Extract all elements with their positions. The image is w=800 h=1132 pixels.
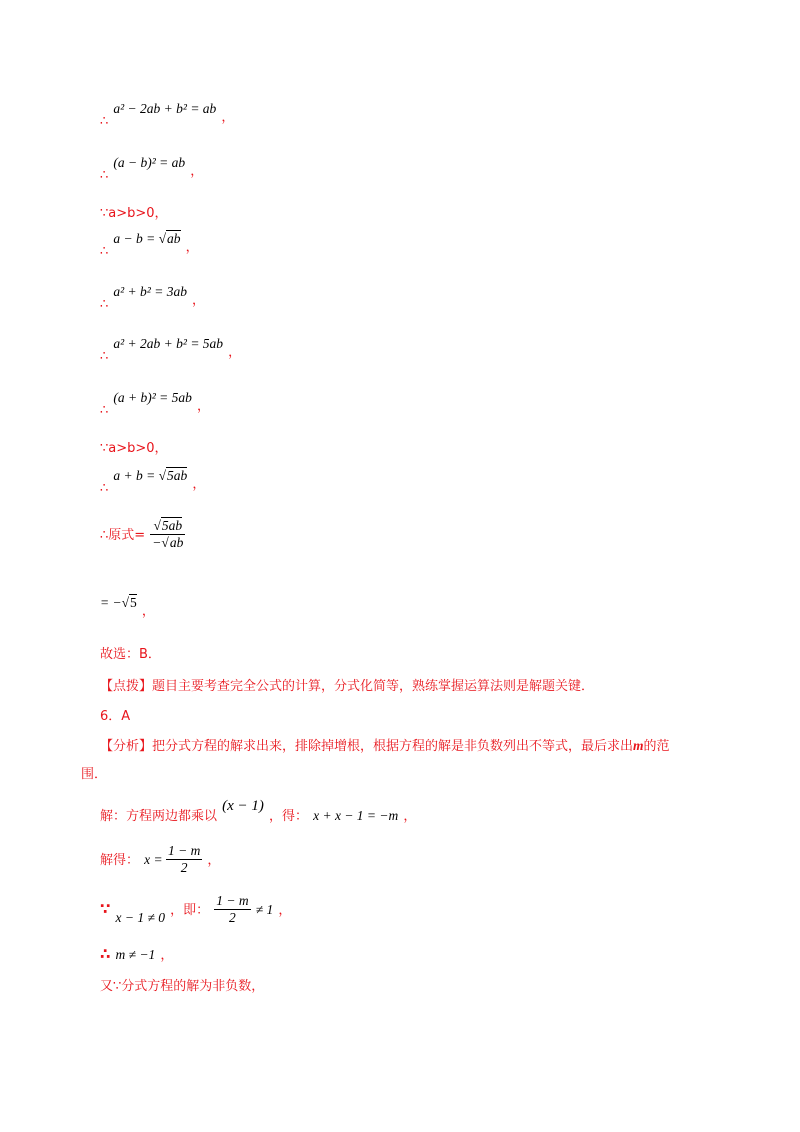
equation: a² + 2ab + b² = 5ab — [113, 336, 224, 351]
therefore-symbol: ∴ — [100, 297, 109, 312]
solution-line — [100, 944, 173, 963]
inequality-right: ≠ 1 — [255, 902, 274, 917]
because-symbol: ∵ — [100, 900, 111, 918]
step-line — [100, 228, 199, 259]
equation-left: a − b = — [113, 231, 159, 246]
step-line — [100, 333, 242, 364]
solution-line: 又∵分式方程的解为非负数， — [100, 979, 265, 994]
punctuation: ， — [190, 164, 204, 179]
fraction-numerator: 1 − m — [216, 893, 249, 908]
therefore-symbol: ∴ — [100, 114, 109, 129]
fraction-denominator: 2 — [180, 860, 188, 875]
solution-line — [100, 795, 417, 824]
punctuation: ， — [141, 604, 155, 619]
equation: a + b = √5ab — [113, 468, 188, 483]
equation: a − b = √ab — [113, 231, 181, 246]
answer-choice: 故选：B． — [100, 647, 161, 662]
solution-line — [100, 893, 291, 926]
analysis-line-continued: 围． — [81, 767, 108, 782]
fraction-numerator: √5ab — [150, 518, 185, 535]
condition-line: ∵a>b>0， — [100, 441, 168, 456]
punctuation: ， — [207, 853, 221, 868]
punctuation: ， — [196, 399, 210, 414]
step-line — [100, 465, 206, 496]
equation: (a + b)² = 5ab — [113, 390, 192, 405]
punctuation: ， — [160, 948, 174, 963]
solution-text: 解：方程两边都乘以 — [100, 809, 218, 824]
remark-line: 【点拨】题目主要考查完全公式的计算，分式化简等，熟练掌握运算法则是解题关键． — [100, 679, 595, 694]
equation: a² + b² = 3ab — [113, 284, 187, 299]
punctuation: ， — [403, 809, 417, 824]
therefore-symbol: ∴ — [100, 403, 109, 418]
therefore-symbol: ∴ — [100, 481, 109, 496]
therefore-symbol: ∴ — [100, 168, 109, 183]
fraction-denominator: −√ab — [152, 535, 184, 550]
analysis-line — [100, 735, 670, 754]
condition-line: ∵a>b>0， — [100, 206, 168, 221]
radicand: ab — [169, 535, 184, 550]
radicand: ab — [167, 231, 181, 246]
equation: x + x − 1 = −m — [313, 808, 399, 823]
step-line — [100, 518, 185, 551]
solution-text: 解得： — [100, 853, 140, 868]
therefore-symbol: ∴ — [100, 349, 109, 364]
step-line — [100, 98, 235, 129]
equation-left: = − — [100, 595, 122, 610]
punctuation: ， — [228, 345, 242, 360]
equation: a² − 2ab + b² = ab — [113, 101, 217, 116]
punctuation: ， — [221, 110, 235, 125]
equation-left: x = — [144, 852, 166, 867]
therefore-symbol: ∴ — [100, 244, 109, 259]
fraction — [150, 518, 185, 551]
equation: (a − b)² = ab — [113, 155, 186, 170]
analysis-text: 【分析】把分式方程的解求出来，排除掉增根，根据方程的解是非负数列出不等式，最后求出 — [100, 739, 634, 754]
condition-expression: x − 1 ≠ 0 — [115, 910, 166, 925]
punctuation: ， — [278, 903, 292, 918]
analysis-text-end: 的范 — [643, 739, 670, 754]
equation-left: a + b = — [113, 468, 159, 483]
punctuation: ， — [192, 477, 206, 492]
step-line — [100, 152, 204, 183]
fraction — [214, 893, 250, 926]
radicand: 5ab — [167, 468, 188, 483]
step-line — [100, 281, 206, 312]
therefore-symbol: ∴ — [100, 945, 111, 963]
result-prefix: ∴原式= — [100, 528, 146, 543]
fraction-denominator: 2 — [229, 910, 236, 925]
step-line — [100, 387, 210, 418]
solution-text: ，即： — [170, 903, 210, 918]
step-line — [100, 592, 155, 619]
fraction-numerator: 1 − m — [167, 843, 201, 858]
solution-line — [100, 843, 220, 876]
variable-m: m — [633, 738, 644, 753]
question-answer-header: 6．A — [100, 709, 131, 724]
equation: = −√5 — [100, 595, 137, 610]
fraction — [166, 843, 202, 876]
radicand: 5ab — [161, 518, 183, 533]
solution-text: ，得： — [268, 809, 308, 824]
radicand: 5 — [130, 595, 137, 610]
multiplier-expression: (x − 1) — [222, 798, 264, 814]
equation: m ≠ −1 — [115, 947, 156, 962]
punctuation: ， — [185, 240, 199, 255]
punctuation: ， — [192, 293, 206, 308]
minus-sign: − — [152, 535, 162, 550]
